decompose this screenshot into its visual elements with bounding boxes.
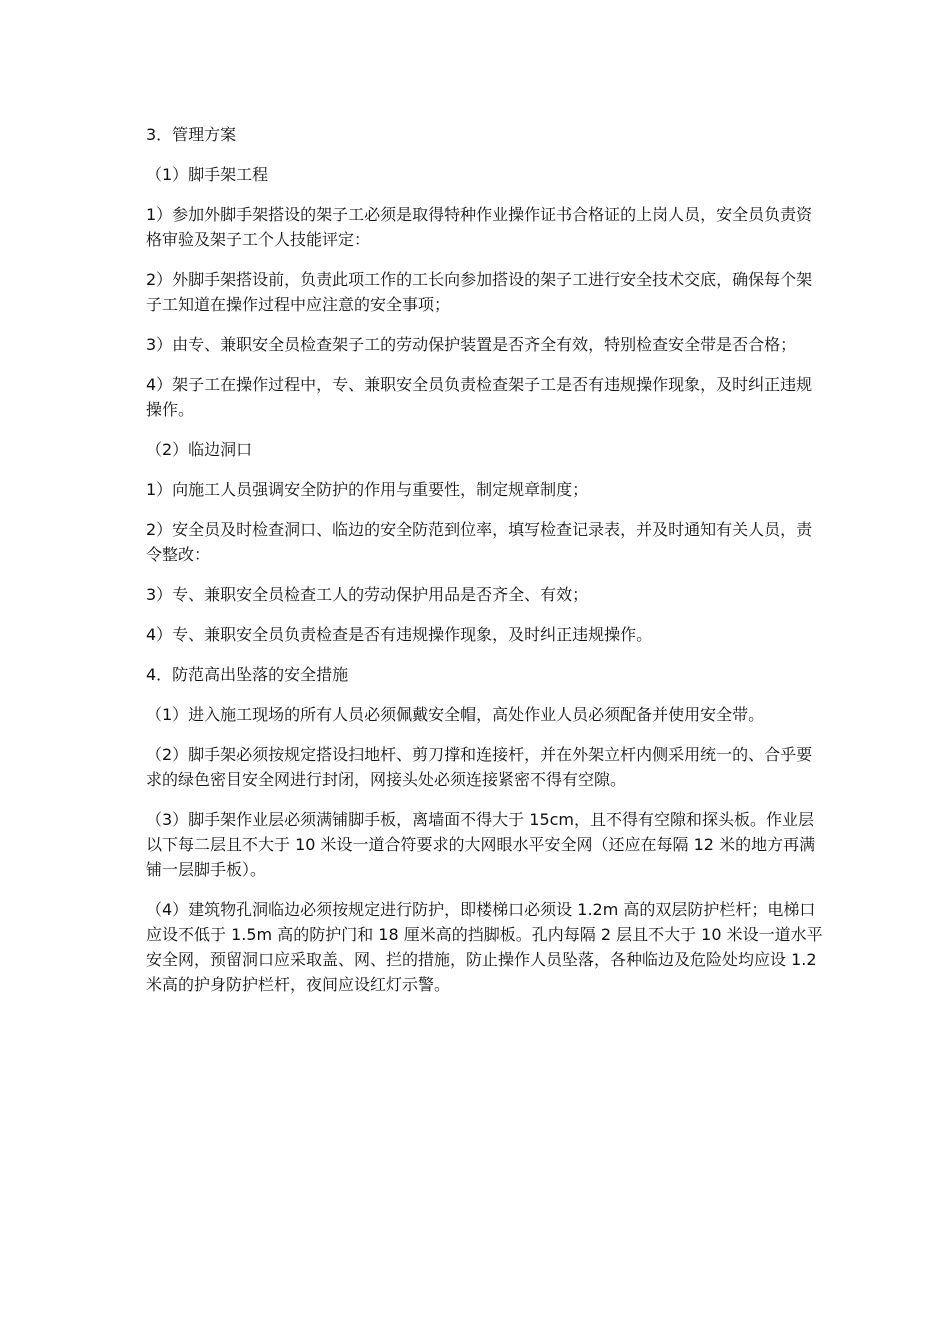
paragraph: 2）安全员及时检查洞口、临边的安全防范到位率，填写检查记录表，并及时通知有关人员，责令整改： xyxy=(146,520,813,564)
paragraph: 1）向施工人员强调安全防护的作用与重要性，制定规章制度； xyxy=(146,480,589,499)
paragraph: （4）建筑物孔洞临边必须按规定进行防护，即楼梯口必须设 1.2m 高的双层防护栏杆；电梯口应设不低于 1.5m 高的防护门和 18 厘米高的挡脚板。孔内每隔 2 层且不大于 10 米设一道水平安全网，预留洞口应采取盖、网、拦的措施，防止操作人员坠落，各种临边及危险处均应设 1.2 米高的护身防护栏杆，夜间应设红灯示警。 xyxy=(146,900,823,994)
subsection-heading-edge-openings: （2）临边洞口 xyxy=(146,440,253,459)
section-heading-management: 3．管理方案 xyxy=(146,125,237,144)
paragraph: 4）专、兼职安全员负责检查是否有违规操作现象，及时纠正违规操作。 xyxy=(146,625,653,644)
paragraph: （3）脚手架作业层必须满铺脚手板，离墙面不得大于 15cm，且不得有空隙和探头板。作业层以下每二层且不大于 10 米设一道合符要求的大网眼水平安全网（还应在每隔 12 米的地方再满铺一层脚手板）。 xyxy=(146,810,816,879)
subsection-heading-scaffolding: （1）脚手架工程 xyxy=(146,165,269,184)
paragraph: 4）架子工在操作过程中，专、兼职安全员负责检查架子工是否有违规操作现象，及时纠正违规操作。 xyxy=(146,375,813,419)
paragraph: 1）参加外脚手架搭设的架子工必须是取得特种作业操作证书合格证的上岗人员，安全员负责资格审验及架子工个人技能评定： xyxy=(146,205,813,249)
paragraph: （2）脚手架必须按规定搭设扫地杆、剪刀撑和连接杆，并在外架立杆内侧采用统一的、合乎要求的绿色密目安全网进行封闭，网接头处必须连接紧密不得有空隙。 xyxy=(146,745,813,789)
paragraph: 3）专、兼职安全员检查工人的劳动保护用品是否齐全、有效； xyxy=(146,585,589,604)
paragraph: 2）外脚手架搭设前，负责此项工作的工长向参加搭设的架子工进行安全技术交底，确保每个架子工知道在操作过程中应注意的安全事项； xyxy=(146,270,813,314)
paragraph: 3）由专、兼职安全员检查架子工的劳动保护装置是否齐全有效，特别检查安全带是否合格； xyxy=(146,335,797,354)
document-page xyxy=(146,122,826,1012)
paragraph: （1）进入施工现场的所有人员必须佩戴安全帽，高处作业人员必须配备并使用安全带。 xyxy=(146,705,765,724)
section-heading-fall-prevention: 4．防范高出坠落的安全措施 xyxy=(146,665,349,684)
